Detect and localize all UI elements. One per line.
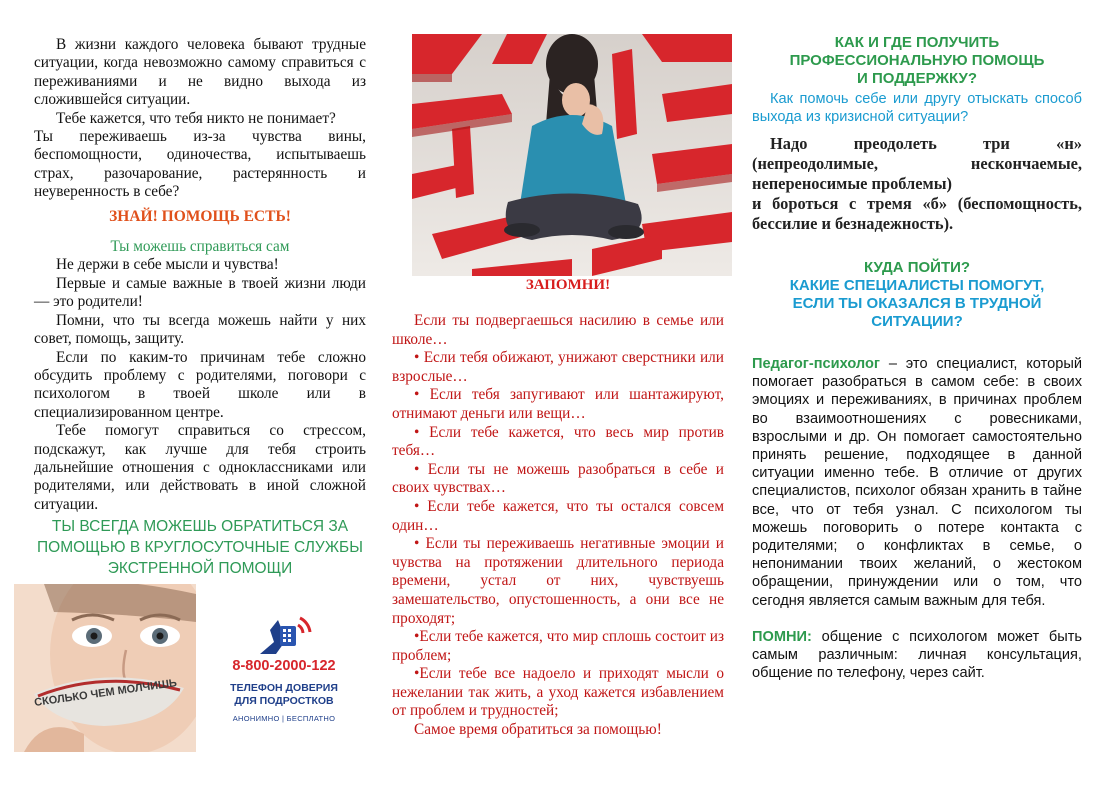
column-right <box>752 34 1082 682</box>
list-item: • Если тебе кажется, что весь мир против тебя… <box>392 423 724 460</box>
remember-heading: ЗАПОМНИ! <box>525 277 611 293</box>
advice-paragraph: Помни, что ты всегда можешь найти у них совет, помощь, защиту. <box>34 311 366 348</box>
psychologist-paragraph: Если по каким-то причинам тебе сложно обсудить проблему с родителями, поговори с психологом в твоей школе или в специализированном центре. <box>34 348 366 421</box>
help-exists-heading: ЗНАЙ! ПОМОЩЬ ЕСТЬ! <box>109 207 291 225</box>
three-n-paragraph: Надо преодолеть три «н» (непреодолимые, нескончаемые, непереносимые проблемы) <box>752 134 1082 193</box>
parents-paragraph: Первые и самые важные в твоей жизни люди — это родители! <box>34 274 366 311</box>
where-to-go-heading: КУДА ПОЙТИ? <box>863 259 971 276</box>
professional-help-heading: КАК И ГДЕ ПОЛУЧИТЬ ПРОФЕССИОНАЛЬНУЮ ПОМОЩЬ И ПОДДЕРЖКУ? <box>789 34 1045 87</box>
stress-paragraph: Тебе помогут справиться со стрессом, подскажут, как лучше для тебя строить дальнейшие отношения с одноклассниками или родителями, или действовать в иной сложной ситуации. <box>34 422 366 513</box>
thoughts-paragraph: Не держи в себе мысли и чувства! <box>56 256 279 274</box>
hotline-logo <box>214 608 354 738</box>
intro-paragraph: В жизни каждого человека бывают трудные ситуации, когда невозможно самому справиться с переживаниями и не видно выхода из сложившейся ситуации. <box>34 36 366 109</box>
list-item: Самое время обратиться за помощью! <box>414 721 662 739</box>
remember-term: ПОМНИ: <box>752 628 812 645</box>
psychologist-term: Педагог-психолог <box>752 356 881 372</box>
list-item: Если ты подвергаешься насилию в семье или школе… <box>392 312 724 348</box>
column-left <box>34 36 366 579</box>
list-item: • Если тебя обижают, унижают сверстники или взрослые… <box>392 349 724 385</box>
feelings-paragraph: Ты переживаешь из-за чувства вины, беспомощности, одиночества, испытываешь страх, разочарование, растерянность и неуверенность в себе? <box>34 128 366 201</box>
emergency-services-heading: ТЫ ВСЕГДА МОЖЕШЬ ОБРАТИТЬСЯ ЗА ПОМОЩЬЮ В КРУГЛОСУТОЧНЫЕ СЛУЖБЫ ЭКСТРЕННОЙ ПОМОЩИ <box>37 518 363 578</box>
list-item: •Если тебе все надоело и приходят мысли о нежелании так жить, а уход кажется избавлением от проблем и трудностей; <box>392 665 724 720</box>
list-item: • Если тебя запугивают или шантажируют, отнимают деньги или вещи… <box>392 386 724 422</box>
warning-list <box>392 312 724 740</box>
list-item: • Если ты переживаешь негативные эмоции и чувства на протяжении длительного периода времени, устал от них, чувствуешь замешательство, опустошенность, а они все не проходят; <box>392 535 724 627</box>
hotline-name: ТЕЛЕФОН ДОВЕРИЯ ДЛЯ ПОДРОСТКОВ <box>230 682 338 707</box>
lips-text: СКОЛЬКО ЧЕМ МОЛЧИШЬ <box>33 677 178 709</box>
crisis-question: Как помочь себе или другу отыскать способ выхода из кризисной ситуации? <box>752 91 1082 125</box>
cope-yourself-subheading: Ты можешь справиться сам <box>110 238 290 256</box>
hotline-number: 8-800-2000-122 <box>232 658 336 674</box>
boy-photo <box>14 584 196 752</box>
list-item: • Если ты не можешь разобраться в себе и своих чувствах… <box>392 460 724 497</box>
question-paragraph: Тебе кажется, что тебя никто не понимает? <box>56 109 336 127</box>
hotline-footer: АНОНИМНО | БЕСПЛАТНО <box>232 714 336 723</box>
psychologist-description: Педагог-психолог – это специалист, который помогает разобраться в самом себе: в своих эмоциях и переживаниях, в причинах проблем во взаимоотношениях с ровесниками, взрослыми и др. Он помогает самостоятельно принять решение, подходящее в данной ситуации именно тебе. В отличие от других специалистов, психолог обязан хранить в тайне все, что от тебя узнал. С психологом ты можешь поговорить о потере контакта с родителями; о конфликтах в семье, о непонимании твоих желаний, о жестоком обращении, принуждении или о том, что сегодня является самым важным для тебя. <box>752 356 1082 609</box>
list-item: •Если тебе кажется, что мир сплошь состоит из проблем; <box>392 628 724 664</box>
specialists-heading: КАКИЕ СПЕЦИАЛИСТЫ ПОМОГУТ, ЕСЛИ ТЫ ОКАЗАЛСЯ В ТРУДНОЙ СИТУАЦИИ? <box>789 277 1045 330</box>
list-item: • Если тебе кажется, что ты остался совсем один… <box>392 497 724 534</box>
three-b-paragraph: и бороться с тремя «б» (беспомощность, бессилие и безнадежность). <box>752 194 1082 233</box>
remember-note: ПОМНИ: общение с психологом может быть самым различным: личная консультация, общение по телефону, через сайт. <box>752 628 1082 682</box>
hotline-illustration <box>14 584 354 752</box>
maze-photo <box>412 34 732 276</box>
